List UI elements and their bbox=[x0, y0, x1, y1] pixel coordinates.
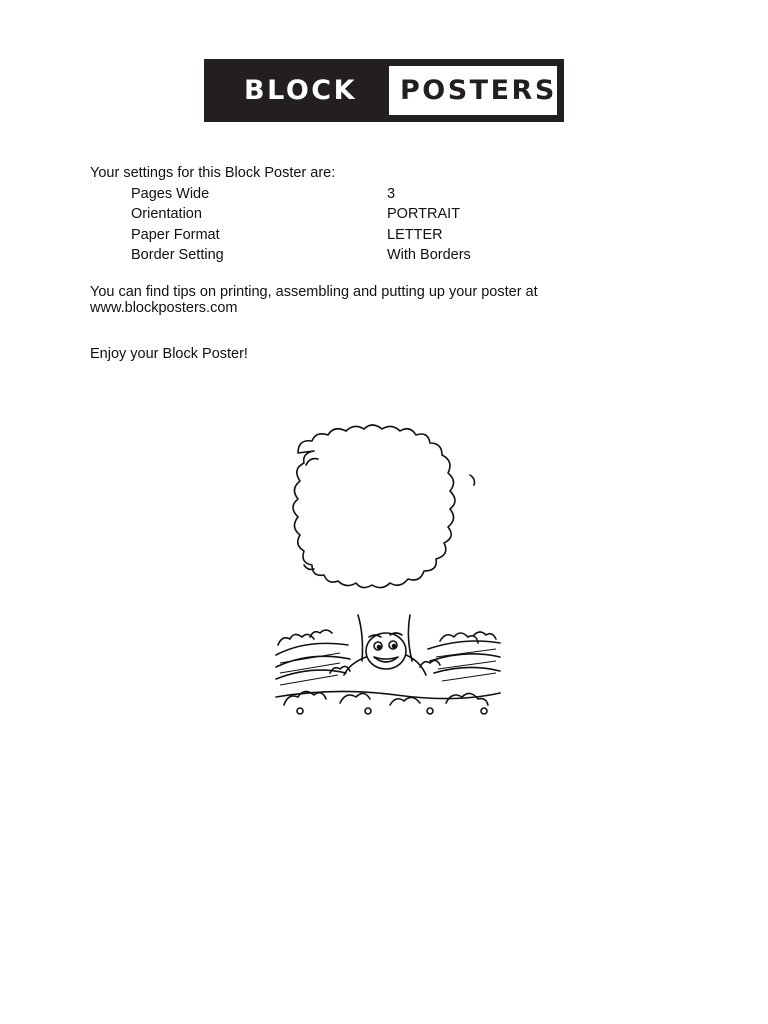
settings-intro: Your settings for this Block Poster are: bbox=[90, 165, 336, 181]
setting-value-orientation: PORTRAIT bbox=[387, 206, 461, 222]
setting-value-pages-wide: 3 bbox=[387, 186, 396, 202]
setting-label-paper-format: Paper Format bbox=[131, 227, 220, 243]
logo-word-block: BLOCK bbox=[244, 75, 358, 106]
setting-label-orientation: Orientation bbox=[131, 206, 202, 222]
setting-value-border-setting: With Borders bbox=[387, 247, 471, 263]
setting-label-pages-wide: Pages Wide bbox=[131, 186, 210, 202]
setting-value-paper-format: LETTER bbox=[387, 227, 443, 243]
tips-line-2-url: www.blockposters.com bbox=[90, 300, 238, 316]
tree-character-illustration bbox=[270, 405, 505, 717]
blockposters-logo bbox=[204, 59, 564, 122]
tips-line-1: You can find tips on printing, assembling and putting up your poster at bbox=[90, 284, 538, 300]
closing-message: Enjoy your Block Poster! bbox=[90, 346, 248, 362]
logo-word-posters: POSTERS bbox=[400, 75, 557, 106]
logo-word-box bbox=[389, 66, 557, 115]
setting-label-border-setting: Border Setting bbox=[131, 247, 224, 263]
